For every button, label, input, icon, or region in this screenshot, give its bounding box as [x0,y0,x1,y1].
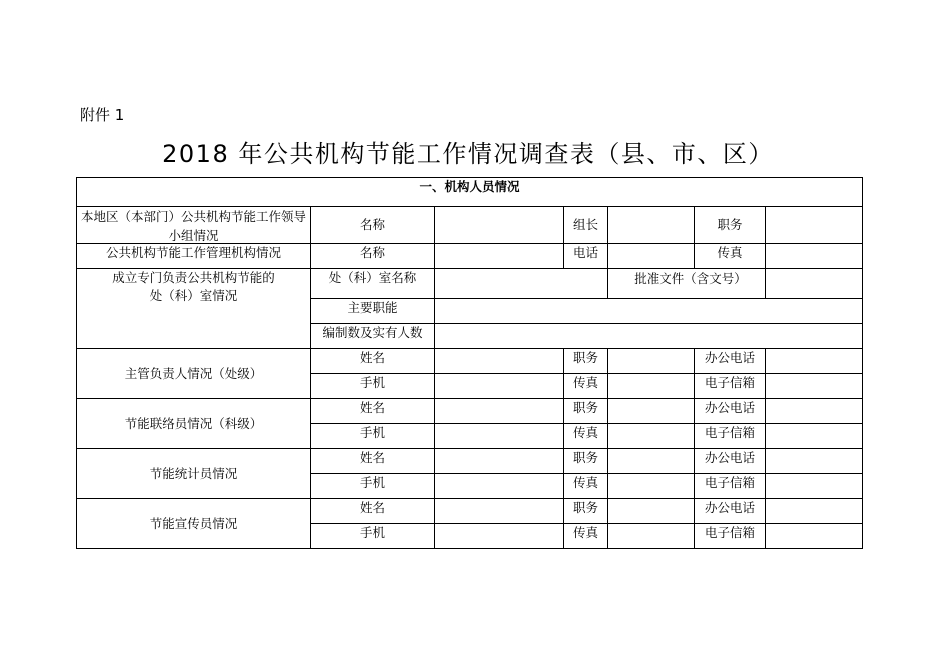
staffing-label: 编制数及实有人数 [311,324,435,349]
management-phone-field[interactable] [608,244,695,269]
office-name-field[interactable] [435,269,608,299]
publicist-mobile-label: 手机 [311,524,435,549]
page-title: 2018 年公共机构节能工作情况调查表（县、市、区） [162,140,774,168]
publicist-mobile-field[interactable] [435,524,564,549]
approval-doc-label: 批准文件（含文号） [608,269,766,299]
office-name-label: 处（科）室名称 [311,269,435,299]
statistician-name-field[interactable] [435,449,564,474]
management-name-field[interactable] [435,244,564,269]
liaison-name-field[interactable] [435,399,564,424]
supervisor-position-label: 职务 [564,349,608,374]
supervisor-mobile-field[interactable] [435,374,564,399]
management-fax-field[interactable] [766,244,863,269]
publicist-name-field[interactable] [435,499,564,524]
publicist-name-label: 姓名 [311,499,435,524]
management-fax-label: 传真 [695,244,766,269]
leadership-name-field[interactable] [435,207,564,244]
supervisor-office-phone-field[interactable] [766,349,863,374]
leadership-name-label: 名称 [311,207,435,244]
supervisor-position-field[interactable] [608,349,695,374]
liaison-name-label: 姓名 [311,399,435,424]
dedicated-office-label-line1: 成立专门负责公共机构节能的 [112,270,275,285]
publicist-fax-label: 传真 [564,524,608,549]
survey-table [76,177,863,549]
attachment-label: 附件 1 [80,106,125,124]
liaison-position-label: 职务 [564,399,608,424]
statistician-position-label: 职务 [564,449,608,474]
statistician-name-label: 姓名 [311,449,435,474]
liaison-position-field[interactable] [608,399,695,424]
statistician-label: 节能统计员情况 [77,449,311,499]
statistician-office-phone-field[interactable] [766,449,863,474]
supervisor-label: 主管负责人情况（处级） [77,349,311,399]
statistician-fax-field[interactable] [608,474,695,499]
liaison-fax-label: 传真 [564,424,608,449]
management-phone-label: 电话 [564,244,608,269]
liaison-email-label: 电子信箱 [695,424,766,449]
supervisor-name-field[interactable] [435,349,564,374]
publicist-office-phone-label: 办公电话 [695,499,766,524]
liaison-mobile-label: 手机 [311,424,435,449]
management-org-label: 公共机构节能工作管理机构情况 [77,244,311,269]
supervisor-mobile-label: 手机 [311,374,435,399]
statistician-fax-label: 传真 [564,474,608,499]
main-duties-label: 主要职能 [311,299,435,324]
publicist-fax-field[interactable] [608,524,695,549]
approval-doc-field[interactable] [766,269,863,299]
liaison-label: 节能联络员情况（科级） [77,399,311,449]
leader-label: 组长 [564,207,608,244]
statistician-mobile-label: 手机 [311,474,435,499]
leadership-position-field[interactable] [766,207,863,244]
publicist-position-label: 职务 [564,499,608,524]
supervisor-email-field[interactable] [766,374,863,399]
publicist-position-field[interactable] [608,499,695,524]
main-duties-field[interactable] [435,299,863,324]
publicist-label: 节能宣传员情况 [77,499,311,549]
staffing-field[interactable] [435,324,863,349]
supervisor-fax-field[interactable] [608,374,695,399]
leadership-group-label: 本地区（本部门）公共机构节能工作领导小组情况 [77,207,311,244]
section-title: 一、机构人员情况 [77,178,863,207]
supervisor-fax-label: 传真 [564,374,608,399]
leadership-position-label: 职务 [695,207,766,244]
liaison-mobile-field[interactable] [435,424,564,449]
statistician-mobile-field[interactable] [435,474,564,499]
supervisor-office-phone-label: 办公电话 [695,349,766,374]
liaison-office-phone-label: 办公电话 [695,399,766,424]
supervisor-email-label: 电子信箱 [695,374,766,399]
leader-field[interactable] [608,207,695,244]
liaison-office-phone-field[interactable] [766,399,863,424]
publicist-email-field[interactable] [766,524,863,549]
liaison-email-field[interactable] [766,424,863,449]
dedicated-office-label-line2: 处（科）室情况 [149,288,238,303]
publicist-email-label: 电子信箱 [695,524,766,549]
liaison-fax-field[interactable] [608,424,695,449]
statistician-position-field[interactable] [608,449,695,474]
supervisor-name-label: 姓名 [311,349,435,374]
statistician-office-phone-label: 办公电话 [695,449,766,474]
statistician-email-label: 电子信箱 [695,474,766,499]
statistician-email-field[interactable] [766,474,863,499]
dedicated-office-label [77,269,311,349]
publicist-office-phone-field[interactable] [766,499,863,524]
management-name-label: 名称 [311,244,435,269]
